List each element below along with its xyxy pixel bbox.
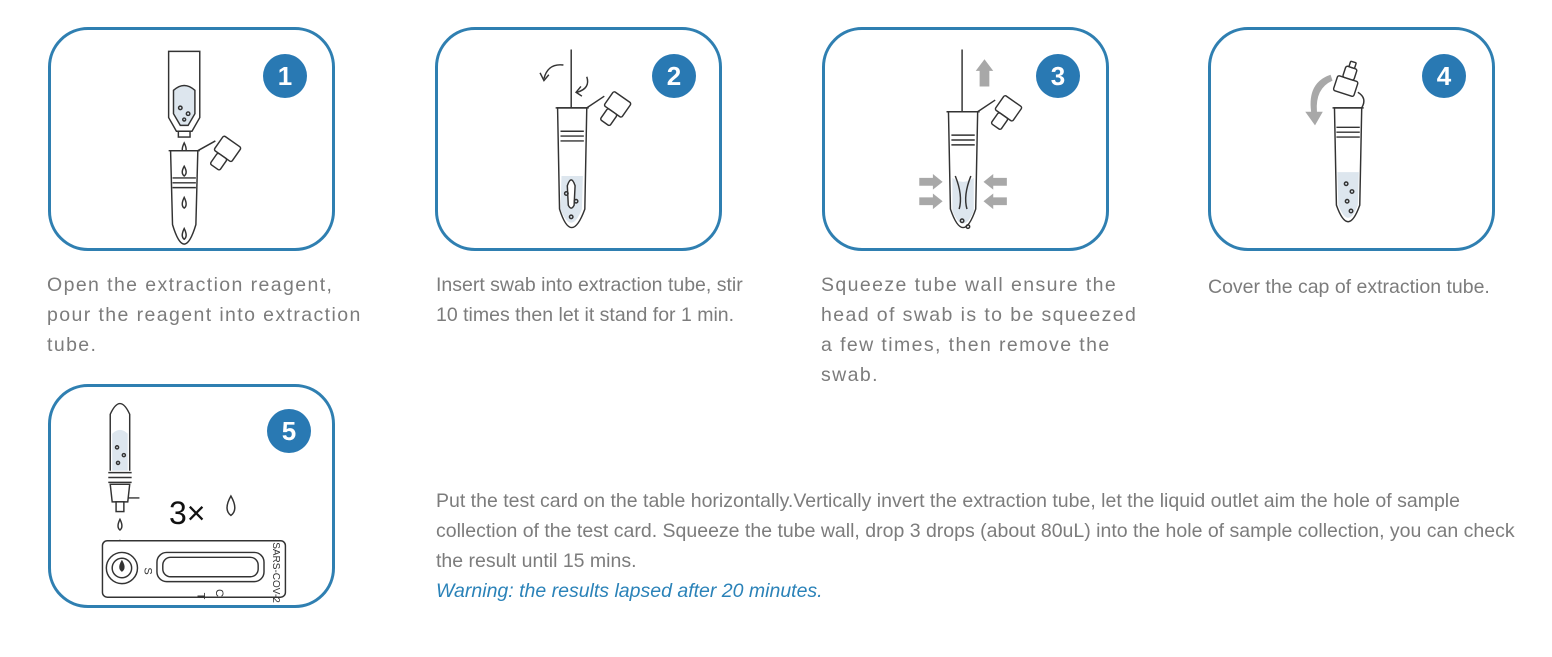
step-3-panel [822, 27, 1109, 251]
step-2-badge: 2 [652, 54, 696, 98]
card-sample-mark: S [141, 567, 154, 575]
step-1-caption: Open the extraction reagent, pour the reagent into extraction tube. [47, 274, 362, 356]
step-3-badge: 3 [1036, 54, 1080, 98]
step-5-instructions [436, 486, 1516, 606]
step-2-panel [435, 27, 722, 251]
step-4-badge: 4 [1422, 54, 1466, 98]
step-3-caption: Squeeze tube wall ensure the head of swab is to be squeezed a few times, then remove the swab. [821, 274, 1138, 386]
step-4-panel [1208, 27, 1495, 251]
card-test-mark: T [194, 592, 207, 600]
step-1-badge: 1 [263, 54, 307, 98]
step-5-caption: Put the test card on the table horizontally.Vertically invert the extraction tube, let the liquid outlet aim the hole of sample collection of the test card. Squeeze the tube wall, drop 3 drops (about 80uL) into the hole of sample collection, you can check the result until 15 mins. [436, 490, 1515, 572]
results-warning: Warning: the results lapsed after 20 minutes. [436, 580, 823, 602]
step-1-panel [48, 27, 335, 251]
card-label: SARS-COV-2 [269, 542, 281, 603]
step-5-panel [48, 384, 335, 608]
step-2-caption: Insert swab into extraction tube, stir 10 times then let it stand for 1 min. [436, 274, 743, 326]
step-5-badge: 5 [267, 409, 311, 453]
step-4-caption: Cover the cap of extraction tube. [1208, 276, 1490, 298]
drop-count-text: 3× [169, 495, 206, 531]
card-control-mark: C [212, 589, 225, 597]
